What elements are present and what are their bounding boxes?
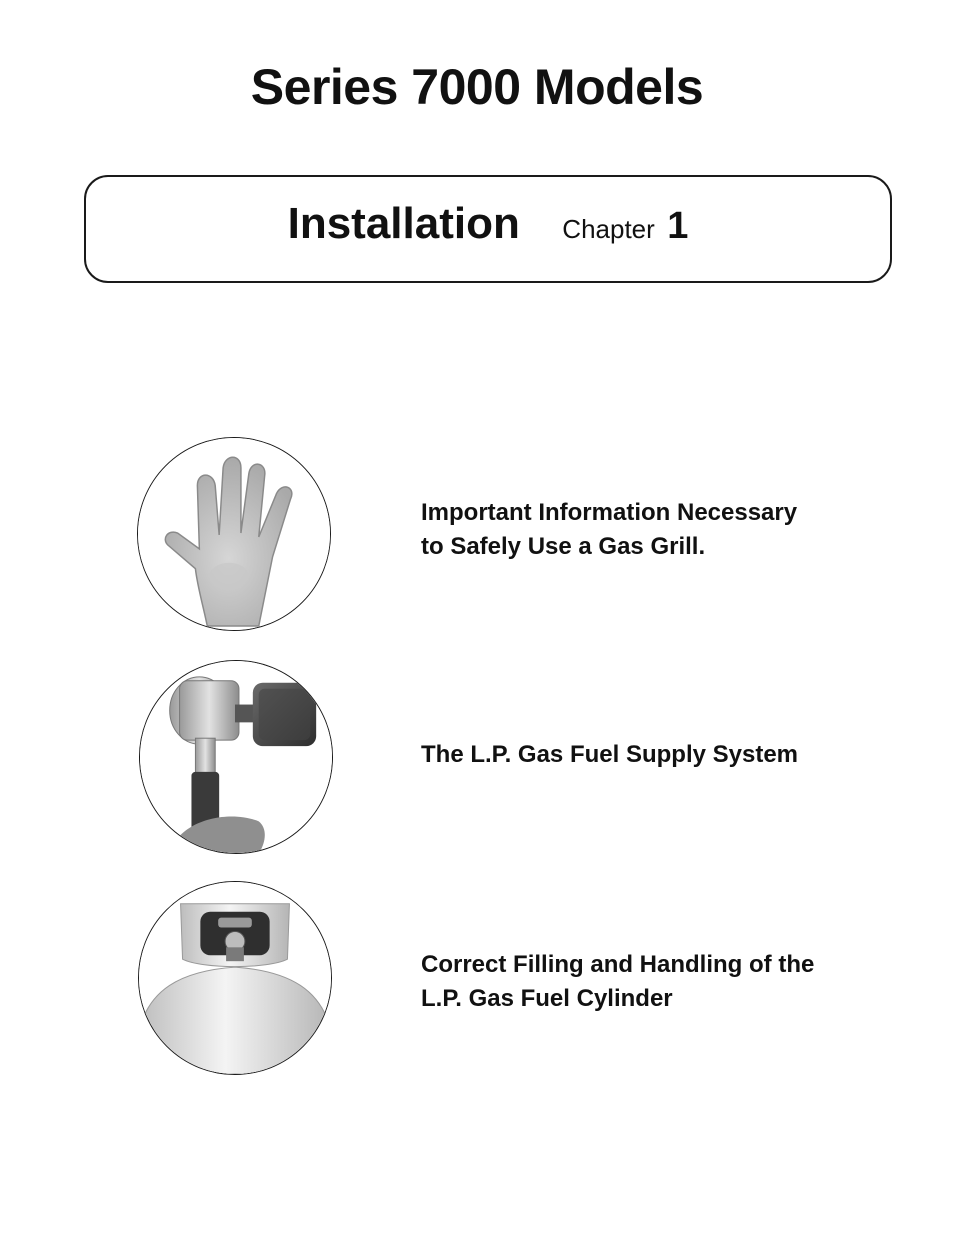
topic-line: L.P. Gas Fuel Cylinder [421,985,673,1012]
chapter-header-box [84,175,892,283]
gas-cylinder-icon [138,881,332,1075]
topic-cylinder-handling [421,948,881,1016]
chapter-heading [86,199,890,249]
chapter-name: Installation [287,199,520,248]
topic-line: Correct Filling and Handling of the [421,951,815,978]
topic-fuel-supply [421,738,881,772]
topic-line: Important Information Necessary [421,499,798,526]
hand-stop-icon [137,437,331,631]
chapter-label: Chapter [562,214,655,244]
chapter-number: 1 [667,205,689,247]
page-title: Series 7000 Models [250,59,704,115]
gas-regulator-icon [139,660,333,854]
topic-line: The L.P. Gas Fuel Supply System [421,741,799,768]
topic-line: to Safely Use a Gas Grill. [421,533,706,560]
topic-safety-info [421,496,881,564]
